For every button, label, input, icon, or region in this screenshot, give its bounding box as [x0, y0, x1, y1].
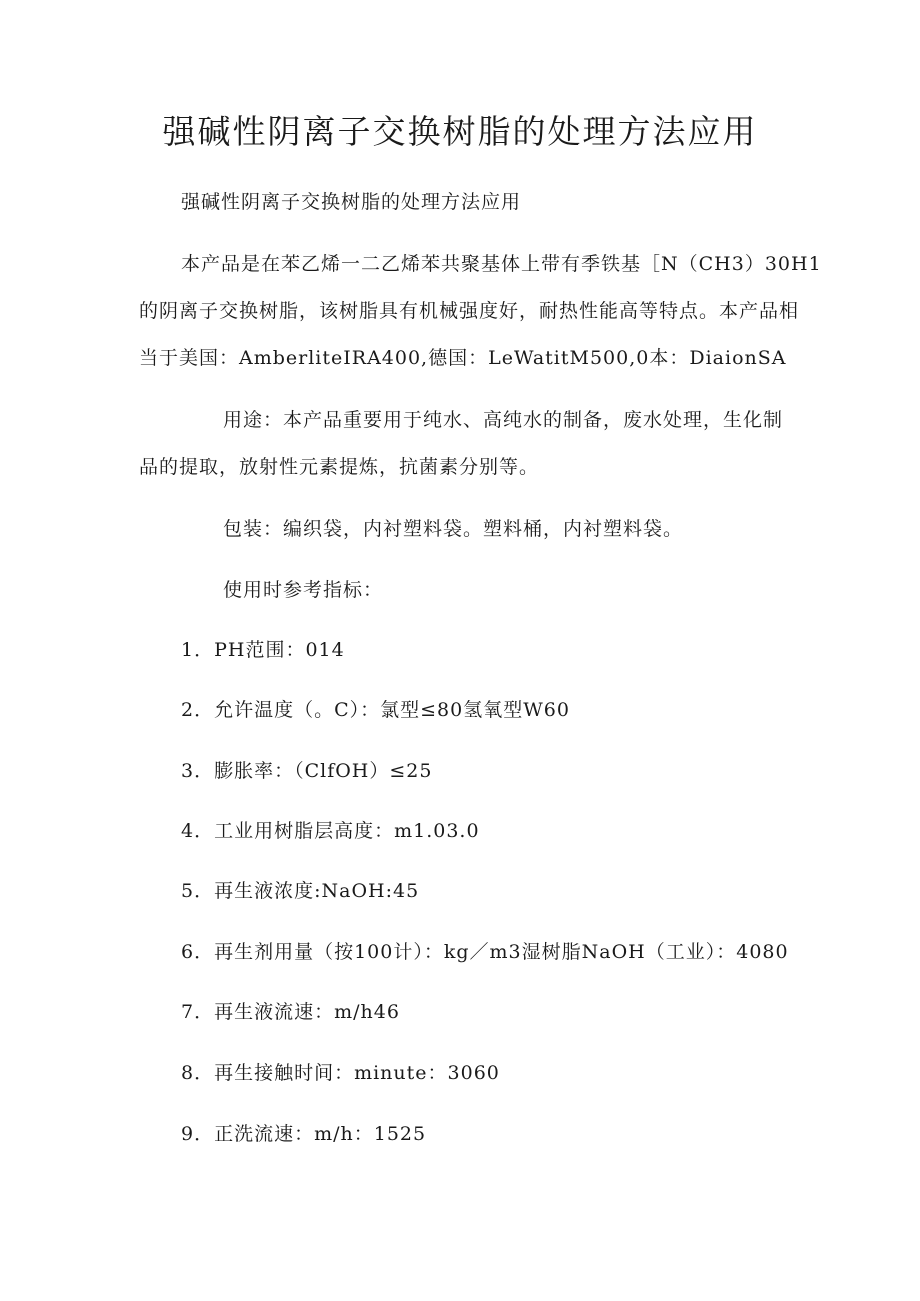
- intro-line-2: 的阴离子交换树脂，该树脂具有机械强度好，耐热性能高等特点。本产品相: [139, 300, 800, 322]
- indicator-item: 2．允许温度（。C）：氯型≤80氢氧型W60: [181, 699, 570, 721]
- reference-heading: 使用时参考指标：: [223, 579, 384, 601]
- usage-line-2: 品的提取，放射性元素提炼，抗菌素分别等。: [139, 456, 540, 478]
- indicator-item: 6．再生剂用量（按100计）：kg／m3湿树脂NaOH（工业）：4080: [181, 941, 789, 963]
- document-subtitle: 强碱性阴离子交换树脂的处理方法应用: [181, 191, 522, 213]
- indicator-item: 9．正洗流速：m/h：1525: [181, 1123, 427, 1145]
- indicator-item: 4．工业用树脂层高度：m1.03.0: [181, 820, 480, 842]
- intro-line-3: 当于美国：AmberliteIRA400,德国：LeWatitM500,0本：DiaionSA: [139, 347, 787, 369]
- indicator-item: 8．再生接触时间：minute：3060: [181, 1062, 500, 1084]
- indicator-item: 3．膨胀率：（ClfOH）≤25: [181, 760, 433, 782]
- intro-line-1: 本产品是在苯乙烯一二乙烯苯共聚基体上带有季铁基［N（CH3）30H1: [181, 253, 822, 275]
- document-title: 强碱性阴离子交换树脂的处理方法应用: [162, 112, 758, 151]
- indicator-item: 1．PH范围：014: [181, 639, 345, 661]
- indicator-item: 7．再生液流速：m/h46: [181, 1001, 400, 1023]
- indicator-item: 5．再生液浓度:NaOH:45: [181, 880, 420, 902]
- usage-line-1: 用途：本产品重要用于纯水、高纯水的制备，废水处理，生化制: [223, 409, 784, 431]
- packaging-text: 包装：编织袋，内衬塑料袋。塑料桶，内衬塑料袋。: [223, 518, 684, 540]
